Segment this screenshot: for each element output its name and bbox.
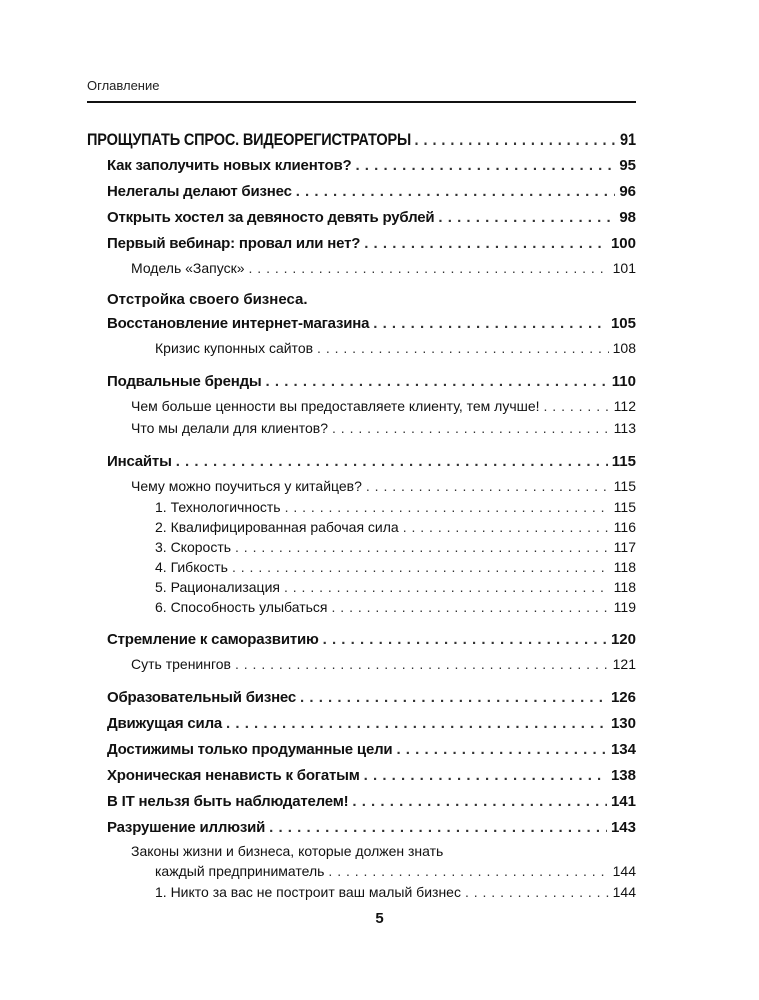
dot-leader — [300, 685, 607, 711]
dot-leader — [352, 789, 607, 815]
toc-entry-title: 5. Рационализация — [155, 579, 280, 595]
toc-entry[interactable] — [87, 153, 636, 179]
dot-leader — [285, 497, 610, 517]
dot-leader — [544, 395, 610, 417]
toc-entry-page: 105 — [610, 315, 636, 332]
toc-subsubentry[interactable] — [87, 577, 636, 597]
page-number: 5 — [375, 910, 384, 927]
toc-entry-page: 98 — [619, 209, 636, 226]
toc-entry-page: 115 — [613, 499, 636, 515]
dot-leader — [396, 737, 607, 763]
toc-entry-title: Кризис купонных сайтов — [155, 340, 314, 356]
toc-subentry[interactable] — [87, 861, 636, 881]
dot-leader — [232, 557, 610, 577]
table-of-contents — [87, 127, 636, 903]
toc-subsubentry[interactable] — [87, 497, 636, 517]
toc-entry-page: 120 — [610, 631, 636, 648]
toc-entry-page: 115 — [611, 453, 636, 470]
toc-entry-page: 118 — [613, 559, 636, 575]
dot-leader — [296, 179, 616, 205]
toc-entry-page: 96 — [619, 183, 636, 200]
dot-leader — [328, 861, 608, 881]
toc-entry-title: Чему можно поучиться у китайцев? — [131, 478, 362, 494]
toc-entry-page: 141 — [610, 793, 636, 810]
toc-entry-title: Стремление к саморазвитию — [107, 631, 319, 648]
toc-entry-title: 4. Гибкость — [155, 559, 228, 575]
dot-leader — [226, 711, 607, 737]
toc-entry-page: 100 — [610, 235, 636, 252]
toc-entry-title: Чем больше ценности вы предоставляете клиенту, тем лучше! — [131, 398, 540, 414]
toc-entry-title: 1. Технологичность — [155, 499, 281, 515]
toc-subsubentry[interactable] — [87, 597, 636, 617]
toc-entry-title: ПРОЩУПАТЬ СПРОС. ВИДЕОРЕГИСТРАТОРЫ — [87, 131, 412, 149]
dot-leader — [355, 153, 615, 179]
toc-subentry[interactable] — [87, 257, 636, 279]
toc-subsubentry[interactable] — [87, 537, 636, 557]
toc-entry-page: 121 — [612, 656, 636, 672]
dot-leader — [176, 449, 608, 475]
toc-entry-title: Что мы делали для клиентов? — [131, 420, 329, 436]
toc-entry-page: 113 — [613, 420, 636, 436]
toc-entry[interactable] — [87, 737, 636, 763]
toc-entry[interactable] — [87, 627, 636, 653]
toc-entry-title-line1: Отстройка своего бизнеса. — [107, 291, 308, 308]
toc-entry-title: Подвальные бренды — [107, 373, 262, 390]
toc-entry[interactable] — [87, 311, 636, 337]
dot-leader — [332, 597, 610, 617]
toc-entry-title: Открыть хостел за девяносто девять рублей — [107, 209, 435, 226]
toc-entry-title: 1. Никто за вас не построит ваш малый бизнес — [155, 884, 461, 900]
toc-entry-title: 3. Скорость — [155, 539, 232, 555]
toc-subsubentry[interactable] — [87, 881, 636, 903]
dot-leader — [364, 231, 607, 257]
dot-leader — [403, 517, 610, 537]
dot-leader — [235, 653, 609, 675]
dot-leader — [249, 257, 609, 279]
toc-subentry[interactable] — [87, 395, 636, 417]
header-rule — [87, 101, 636, 103]
toc-entry-page: 101 — [612, 260, 636, 276]
dot-leader — [284, 577, 610, 597]
dot-leader — [465, 881, 609, 903]
toc-subsubentry[interactable] — [87, 557, 636, 577]
toc-entry-title: Разрушение иллюзий — [107, 819, 266, 836]
dot-leader — [438, 205, 615, 231]
dot-leader — [269, 815, 607, 841]
dot-leader — [332, 417, 610, 439]
toc-entry-title: Движущая сила — [107, 715, 223, 732]
toc-entry-page: 115 — [613, 478, 636, 494]
toc-entry-title: Как заполучить новых клиентов? — [107, 157, 352, 174]
toc-entry-title: Достижимы только продуманные цели — [107, 741, 393, 758]
toc-subentry[interactable] — [87, 337, 636, 359]
toc-subentry[interactable] — [87, 653, 636, 675]
toc-entry[interactable] — [87, 711, 636, 737]
toc-subsubentry[interactable] — [87, 517, 636, 537]
toc-entry-title: каждый предприниматель — [155, 863, 325, 879]
toc-entry-title: 6. Способность улыбаться — [155, 599, 328, 615]
toc-entry-page: 119 — [613, 599, 636, 615]
dot-leader — [317, 337, 609, 359]
toc-subentry[interactable] — [87, 417, 636, 439]
toc-entry-title: Нелегалы делают бизнес — [107, 183, 292, 200]
toc-entry[interactable] — [87, 369, 636, 395]
toc-entry-page: 118 — [613, 579, 636, 595]
dot-leader — [415, 127, 617, 153]
toc-entry[interactable] — [87, 763, 636, 789]
toc-entry[interactable] — [87, 449, 636, 475]
dot-leader — [266, 369, 608, 395]
toc-entry[interactable] — [87, 179, 636, 205]
toc-entry-page: 144 — [612, 884, 636, 900]
toc-entry[interactable] — [87, 789, 636, 815]
toc-entry[interactable] — [87, 815, 636, 841]
toc-entry[interactable] — [87, 685, 636, 711]
toc-entry[interactable] — [87, 231, 636, 257]
toc-entry-page: 91 — [619, 131, 637, 149]
toc-entry-title: Восстановление интернет-магазина — [107, 315, 370, 332]
toc-entry-page: 116 — [613, 519, 636, 535]
toc-entry-page: 138 — [610, 767, 636, 784]
toc-entry-page: 110 — [611, 373, 636, 390]
toc-entry-page: 134 — [610, 741, 636, 758]
toc-entry-title-line1: Законы жизни и бизнеса, которые должен знать — [131, 843, 444, 859]
toc-entry-title: Инсайты — [107, 453, 172, 470]
dot-leader — [235, 537, 610, 557]
toc-entry-title: Модель «Запуск» — [131, 260, 245, 276]
toc-entry-page: 144 — [612, 863, 636, 879]
toc-entry-title: Образовательный бизнес — [107, 689, 297, 706]
running-header: Оглавление — [87, 78, 160, 93]
dot-leader — [366, 475, 610, 497]
toc-entry-page: 95 — [619, 157, 636, 174]
toc-entry-chapter[interactable] — [87, 127, 636, 153]
toc-entry[interactable] — [87, 205, 636, 231]
toc-entry-page: 117 — [613, 539, 636, 555]
toc-subentry[interactable] — [87, 475, 636, 497]
toc-entry-page: 108 — [612, 340, 636, 356]
toc-entry-title: Первый вебинар: провал или нет? — [107, 235, 361, 252]
toc-entry-page: 143 — [610, 819, 636, 836]
toc-entry-title: Суть тренингов — [131, 656, 231, 672]
dot-leader — [323, 627, 607, 653]
dot-leader — [364, 763, 607, 789]
toc-entry-page: 126 — [610, 689, 636, 706]
dot-leader — [373, 311, 607, 337]
toc-entry-page: 130 — [610, 715, 636, 732]
toc-entry-title: Хроническая ненависть к богатым — [107, 767, 360, 784]
toc-entry-page: 112 — [613, 398, 636, 414]
toc-entry-title: В IT нельзя быть наблюдателем! — [107, 793, 349, 810]
toc-entry-title: 2. Квалифицированная рабочая сила — [155, 519, 399, 535]
